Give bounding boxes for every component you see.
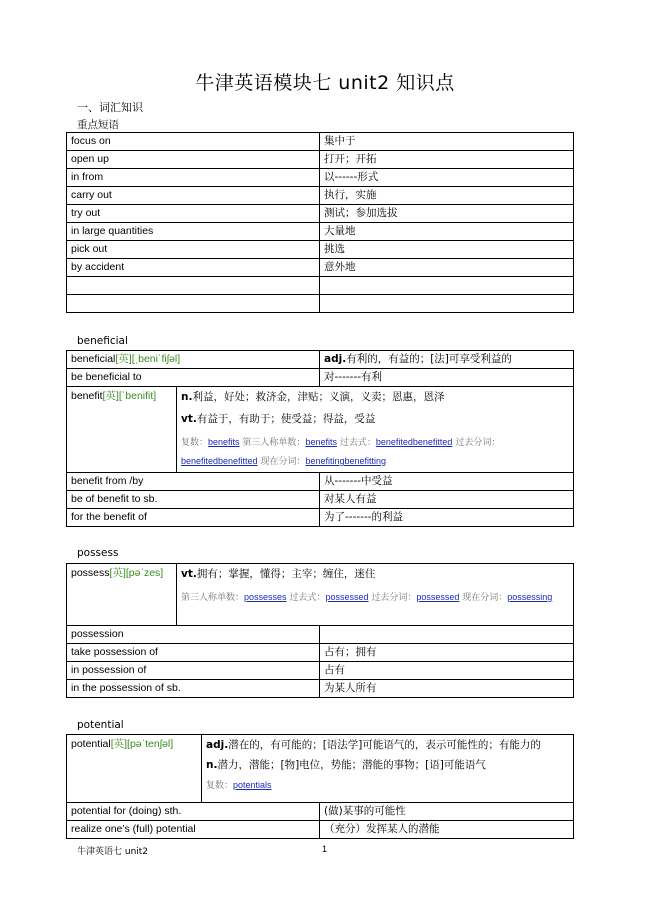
phrases-table	[66, 132, 574, 313]
phrase-en: carry out	[67, 187, 320, 205]
definition-line	[206, 737, 569, 753]
word-label-possess: possess	[77, 547, 119, 559]
phrase-cn: 占有；拥有	[320, 644, 574, 662]
inflection-link[interactable]: possessing	[507, 592, 553, 602]
page-number: 1	[322, 844, 328, 854]
phrase-cn: 挑选	[320, 241, 574, 259]
table-row	[67, 735, 574, 803]
phrase-en: focus on	[67, 133, 320, 151]
phrase-en: in possession of	[67, 662, 320, 680]
phrase-en: in from	[67, 169, 320, 187]
table-row	[67, 351, 574, 369]
phrase-cn: 打开；开拓	[320, 151, 574, 169]
table-row	[67, 241, 574, 259]
phrase-en: in the possession of sb.	[67, 680, 320, 698]
potential-table	[66, 734, 574, 839]
definition-cell	[177, 564, 574, 626]
table-row-empty	[67, 295, 574, 313]
definition: 有益于，有助于；使受益；得益，受益	[196, 413, 376, 425]
table-row	[67, 821, 574, 839]
section-heading: 一、词汇知识	[77, 101, 143, 114]
headword: benefit	[71, 390, 103, 402]
inflections: 第三人称单数：possesses 过去式：possessed 过去分词：possessed 现在分词：possessing	[181, 592, 553, 603]
part-of-speech: n.	[206, 759, 218, 771]
table-row	[67, 169, 574, 187]
phrase-en: in large quantities	[67, 223, 320, 241]
inflection-link[interactable]: benefitedbenefitted	[375, 437, 453, 447]
phrase-cn: 占有	[320, 662, 574, 680]
definition-line	[206, 757, 569, 773]
phrase-en: possession	[67, 626, 320, 644]
phrase-cn: 测试；参加选拔	[320, 205, 574, 223]
phrase-cn: 对某人有益	[320, 491, 574, 509]
phrase-cn: 大量地	[320, 223, 574, 241]
table-row-empty	[67, 277, 574, 295]
inflection-link[interactable]: benefitingbenefitting	[305, 456, 387, 466]
inflection-link[interactable]: benefits	[208, 437, 240, 447]
table-row	[67, 509, 574, 527]
phrase-en: realize one’s (full) potential	[67, 821, 320, 839]
definition-cell	[177, 387, 574, 473]
phrase-en: be of benefit to sb.	[67, 491, 320, 509]
phrase-en: take possession of	[67, 644, 320, 662]
part-of-speech: n.	[181, 391, 193, 403]
headword-cell	[67, 351, 320, 369]
inflections: 复数：benefits 第三人称单数：benefits 过去式：benefitedbenefitted 过去分词：benefitedbenefitted 现在分词：benefitingbenefitting	[181, 437, 501, 467]
definition: 潜力，潜能；[物]电位，势能；潜能的事物；[语]可能语气	[217, 759, 486, 771]
table-row	[67, 369, 574, 387]
phrase-cn: 集中于	[320, 133, 574, 151]
definition: 潜在的，有可能的；[语法学]可能语气的，表示可能性的；有能力的	[228, 739, 541, 751]
phrase-en: potential for (doing) sth.	[67, 803, 320, 821]
inflections: 复数：potentials	[206, 780, 272, 791]
part-of-speech: vt.	[181, 568, 197, 580]
table-row	[67, 151, 574, 169]
definition-line	[181, 389, 569, 405]
beneficial-table	[66, 350, 574, 527]
definition-cell	[320, 351, 574, 369]
phonetic: [英][ˈbenifit]	[102, 390, 157, 402]
phrase-cn: 对-------有利	[320, 369, 574, 387]
phrase-cn	[320, 626, 574, 644]
table-row	[67, 626, 574, 644]
possess-table	[66, 563, 574, 698]
subsection-heading: 重点短语	[77, 119, 119, 131]
definition: 利益，好处；救济金，津贴；义演，义卖；恩惠，恩泽	[192, 391, 445, 403]
phrase-cn: 为了-------的利益	[320, 509, 574, 527]
phonetic: [英][ˌbeniˈfiʃəl]	[115, 353, 181, 365]
footer-text: 牛津英语七 unit2	[77, 847, 149, 857]
word-label-potential: potential	[77, 719, 124, 731]
phrase-cn: 为某人所有	[320, 680, 574, 698]
phrase-cn: 从-------中受益	[320, 473, 574, 491]
inflection-link[interactable]: potentials	[233, 780, 272, 790]
phrase-en: by accident	[67, 259, 320, 277]
table-row	[67, 223, 574, 241]
inflection-link[interactable]: possessed	[416, 592, 460, 602]
phrase-en: for the benefit of	[67, 509, 320, 527]
page-title: 牛津英语模块七 unit2 知识点	[195, 72, 455, 94]
phrase-en: pick out	[67, 241, 320, 259]
phrase-en: try out	[67, 205, 320, 223]
table-row	[67, 187, 574, 205]
phrase-cn: 以------形式	[320, 169, 574, 187]
table-row	[67, 259, 574, 277]
phrase-en: open up	[67, 151, 320, 169]
inflection-link[interactable]: possessed	[325, 592, 369, 602]
definition-line	[181, 411, 569, 427]
part-of-speech: adj.	[206, 739, 229, 751]
headword: possess	[71, 567, 110, 579]
definition: 有利的，有益的；[法]可享受利益的	[346, 353, 512, 365]
part-of-speech: vt.	[181, 413, 197, 425]
table-row	[67, 473, 574, 491]
table-row	[67, 564, 574, 626]
part-of-speech: adj.	[324, 353, 347, 365]
table-row	[67, 205, 574, 223]
word-label-beneficial: beneficial	[77, 335, 128, 347]
table-row	[67, 662, 574, 680]
phrase-cn: （充分）发挥某人的潜能	[320, 821, 574, 839]
inflection-link[interactable]: possesses	[244, 592, 287, 602]
table-row	[67, 387, 574, 473]
headword-cell	[67, 735, 202, 803]
definition-cell	[202, 735, 574, 803]
inflection-link[interactable]: benefits	[305, 437, 337, 447]
table-row	[67, 803, 574, 821]
phrase-en: benefit from /by	[67, 473, 320, 491]
definition-line	[181, 566, 569, 582]
table-row	[67, 133, 574, 151]
phrase-cn: 执行，实施	[320, 187, 574, 205]
inflection-link[interactable]: benefitedbenefitted	[181, 456, 258, 466]
phrase-cn: (做)某事的可能性	[320, 803, 574, 821]
phonetic: [英][pəˈtenʃəl]	[110, 738, 174, 750]
phrase-en: be beneficial to	[67, 369, 320, 387]
table-row	[67, 491, 574, 509]
phonetic: [英][pəˈzes]	[109, 567, 164, 579]
table-row	[67, 644, 574, 662]
phrase-cn: 意外地	[320, 259, 574, 277]
headword: beneficial	[71, 353, 116, 365]
headword-cell	[67, 387, 177, 473]
definition: 拥有；掌握，懂得；主宰；缠住，迷住	[196, 568, 376, 580]
table-row	[67, 680, 574, 698]
headword-cell	[67, 564, 177, 626]
headword: potential	[71, 738, 111, 750]
